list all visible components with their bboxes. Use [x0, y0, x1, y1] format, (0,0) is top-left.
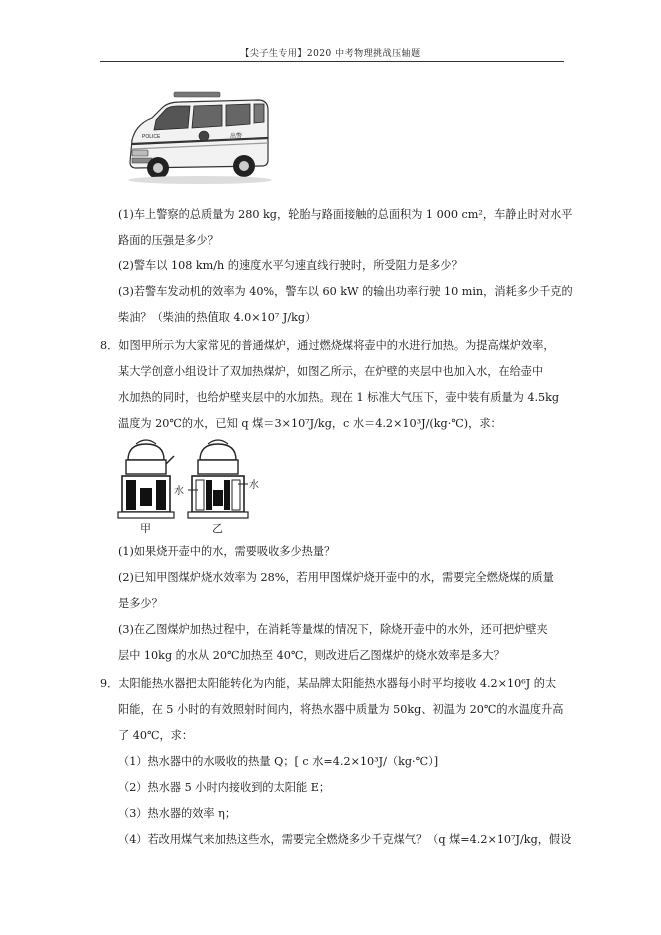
stove-jia [118, 440, 174, 535]
stove-yi [174, 440, 259, 535]
label-water-left: 水 [174, 486, 184, 497]
label-yi: 乙 [212, 522, 223, 535]
text-line: 水加热的同时，也给炉壁夹层中的水加热。现在 1 标准大气压下，壶中装有质量为 4.5kg [118, 391, 560, 404]
text-line: 是多少？ [118, 597, 163, 610]
text-line: 了 40℃，求： [118, 729, 194, 742]
stove-diagram [114, 438, 260, 536]
question-9-line: 9．太阳能热水器把太阳能转化为内能，某品牌太阳能热水器每小时平均接收 4.2×10⁶J 的太 [100, 677, 557, 690]
text-line: (1)车上警察的总质量为 280 kg，轮胎与路面接触的总面积为 1 000 cm²，车静止时对水平 [118, 208, 573, 221]
text-line: (1)如果烧开壶中的水，需要吸收多少热量？ [118, 545, 336, 558]
label-jia: 甲 [140, 522, 151, 535]
police-side-text: 出警 [230, 133, 243, 140]
text-line: （3）热水器的效率 η； [118, 807, 237, 820]
text-line: (2)已知甲图煤炉烧水效率为 28%，若用甲图煤炉烧开壶中的水，需要完全燃烧煤的质量 [118, 571, 554, 584]
text-line: (3)若警车发动机的效率为 40%，警车以 60 kW 的输出功率行驶 10 min，消耗多少千克的 [118, 285, 573, 298]
text-line: （4）若改用煤气来加热这些水，需要完全燃烧多少千克煤气？（q 煤=4.2×10⁷J/kg，假设 [118, 833, 572, 846]
text-line: （2）热水器 5 小时内接收到的太阳能 E； [118, 781, 331, 794]
text-line: (2)警车以 108 km/h 的速度水平匀速直线行驶时，所受阻力是多少？ [118, 259, 463, 272]
police-car-image [118, 88, 274, 190]
text-line: （1）热水器中的水吸收的热量 Q；[ c 水=4.2×10³J/（kg·℃）] [118, 755, 439, 768]
question-8-line: 8．如图甲所示为大家常见的普通煤炉，通过燃烧煤将壶中的水进行加热。为提高煤炉效率， [100, 339, 555, 352]
text-line: 柴油？（柴油的热值取 4.0×10⁷ J/kg） [118, 311, 317, 324]
text-line: (3)在乙图煤炉加热过程中，在消耗等量煤的情况下，除烧开壶中的水外，还可把炉壁夹 [118, 623, 548, 636]
header-divider [100, 61, 564, 62]
text-line: 路面的压强是多少？ [118, 234, 219, 247]
text-line: 温度为 20℃的水，已知 q 煤＝3×10⁷J/kg，c 水＝4.2×10³J/(kg·℃)，求： [118, 417, 502, 430]
text-line: 阳能，在 5 小时的有效照射时间内，将热水器中质量为 50kg、初温为 20℃的水温度升高 [118, 703, 564, 716]
text-line: 某大学创意小组设计了双加热煤炉，如图乙所示，在炉壁的夹层中也加入水，在给壶中 [118, 365, 544, 378]
label-water-right: 水 [249, 480, 259, 491]
text-line: 层中 10kg 的水从 20℃加热至 40℃，则改进后乙图煤炉的烧水效率是多大？ [118, 649, 505, 662]
police-door-text: POLICE [142, 134, 161, 140]
page-header: 【尖子生专用】2020 中考物理挑战压轴题 [240, 49, 421, 59]
